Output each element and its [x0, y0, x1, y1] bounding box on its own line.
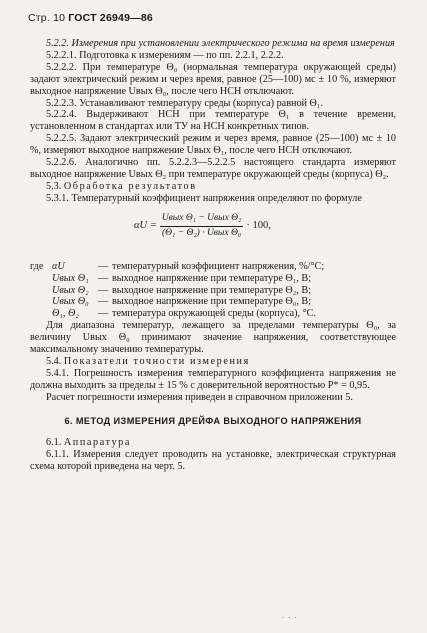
section-5-3-heading: Обработка результатов [63, 180, 197, 192]
paragraph-5-2-2-5: 5.2.2.5. Задают электрический режим и через время, равное (25—100) мс ± 10 %, измеряют выходное напряжение Uвых Θ₁, после чего НСН отключают. [30, 133, 396, 157]
formula-multiplier: · 100, [246, 220, 271, 232]
definition-row: Θ₁, Θ₂ — температура окружающей среды (корпуса), °C. [30, 308, 396, 320]
formula-numerator: Uвых Θ₁ − Uвых Θ₂ [160, 213, 244, 227]
definition-text: температурный коэффициент напряжения, %/°C; [112, 260, 325, 272]
definition-text: выходное напряжение при температуре Θ₂, В; [112, 284, 312, 296]
definition-symbol: αU [52, 260, 65, 272]
section-6-1-number: 6.1. [46, 437, 62, 449]
section-5-4-number: 5.4. [46, 355, 62, 367]
paragraph-5-2-2-3: 5.2.2.3. Устанавливают температуру среды (корпуса) равной Θ₁. [46, 97, 323, 109]
section-5-3-number: 5.3. [46, 180, 62, 192]
paragraph-temperature-range: Для диапазона температур, лежащего за пределами температуры Θ₀, за величину Uвых Θ₀ принимают значение напряжения, соответствующее максимальному значению температуры. [30, 320, 396, 356]
paragraph-5-2-2-6: 5.2.2.6. Аналогично пп. 5.2.2.3—5.2.2.5 настоящего стандарта измеряют выходное напряжение Uвых Θ₂ при температуре окружающей среды (корпуса) Θ₂. [30, 157, 396, 180]
definition-row: Uвых Θ₀ — выходное напряжение при температуре Θ₀, В; [30, 296, 396, 308]
page-header [28, 12, 153, 24]
section-5-2-2-title: 5.2.2. Измерения при установлении электрического режима на время измерения [46, 38, 395, 49]
paragraph-5-2-2-4: 5.2.2.4. Выдерживают НСН при температуре Θ₁ в течение времени, установленном в стандартах или ТУ на НСН конкретных типов. [30, 109, 396, 133]
definition-text: выходное напряжение при температуре Θ₀, В; [112, 296, 312, 308]
definition-text: выходное напряжение при температуре Θ₁, В; [112, 272, 312, 284]
section-5-3-title [30, 181, 396, 193]
definition-row: Uвых Θ₂ — выходное напряжение при температуре Θ₂, В; [30, 285, 396, 297]
formula [134, 213, 271, 240]
definitions-lead: где [30, 260, 44, 272]
formula-fraction [160, 213, 244, 240]
definition-row: где αU — температурный коэффициент напряжения, %/°C; [30, 261, 396, 273]
formula-lhs: αU = [134, 220, 157, 232]
standard-code: ГОСТ 26949—86 [68, 12, 153, 24]
paragraph-6-1-1: 6.1.1. Измерения следует проводить на установке, электрическая структурная схема которой приведена на черт. 5. [30, 449, 396, 473]
section-6-heading: 6. МЕТОД ИЗМЕРЕНИЯ ДРЕЙФА ВЫХОДНОГО НАПРЯЖЕНИЯ [64, 415, 362, 426]
document-body [30, 38, 396, 473]
definition-symbol: Uвых Θ₀ [52, 296, 89, 308]
formula-block [30, 209, 396, 259]
paragraph-5-2-2-2: 5.2.2.2. При температуре Θ₀ (нормальная температура окружающей среды) задают электрический режим и через время, равное (25—100) мс ± 10 %, измеряют выходное напряжение Uвых Θ₀, после чего НСН отключают. [30, 61, 396, 97]
paragraph-5-3-1: 5.3.1. Температурный коэффициент напряжения определяют по формуле [46, 192, 362, 204]
definition-symbol: Uвых Θ₁ [52, 272, 89, 284]
definition-symbol: Θ₁, Θ₂ [52, 308, 79, 320]
paragraph-5-4-1: 5.4.1. Погрешность измерения температурного коэффициента напряжения не должна выходить за пределы ± 15 % с доверительной вероятностью P* = 0,95. [30, 367, 396, 391]
definition-row: Uвых Θ₁ — выходное напряжение при температуре Θ₁, В; [30, 273, 396, 285]
section-5-4-title [30, 356, 396, 368]
page-footer-mark: · · · [282, 614, 298, 622]
symbol-definitions [30, 261, 396, 321]
paragraph-5-2-2-1: 5.2.2.1. Подготовка к измерениям — по пп. 2.2.1, 2.2.2. [46, 49, 284, 61]
section-6-1-title [30, 437, 396, 449]
paragraph-error-calc: Расчет погрешности измерения приведен в справочном приложении 5. [46, 391, 353, 403]
definition-symbol: Uвых Θ₂ [52, 284, 89, 296]
section-6-1-heading: Аппаратура [63, 437, 131, 449]
page-number: Стр. 10 [28, 12, 66, 24]
formula-denominator: (Θ₁ − Θ₂) · Uвых Θ₀ [162, 227, 242, 238]
section-5-4-heading: Показатели точности измерения [63, 355, 250, 367]
definition-text: температура окружающей среды (корпуса), °C. [112, 308, 317, 320]
